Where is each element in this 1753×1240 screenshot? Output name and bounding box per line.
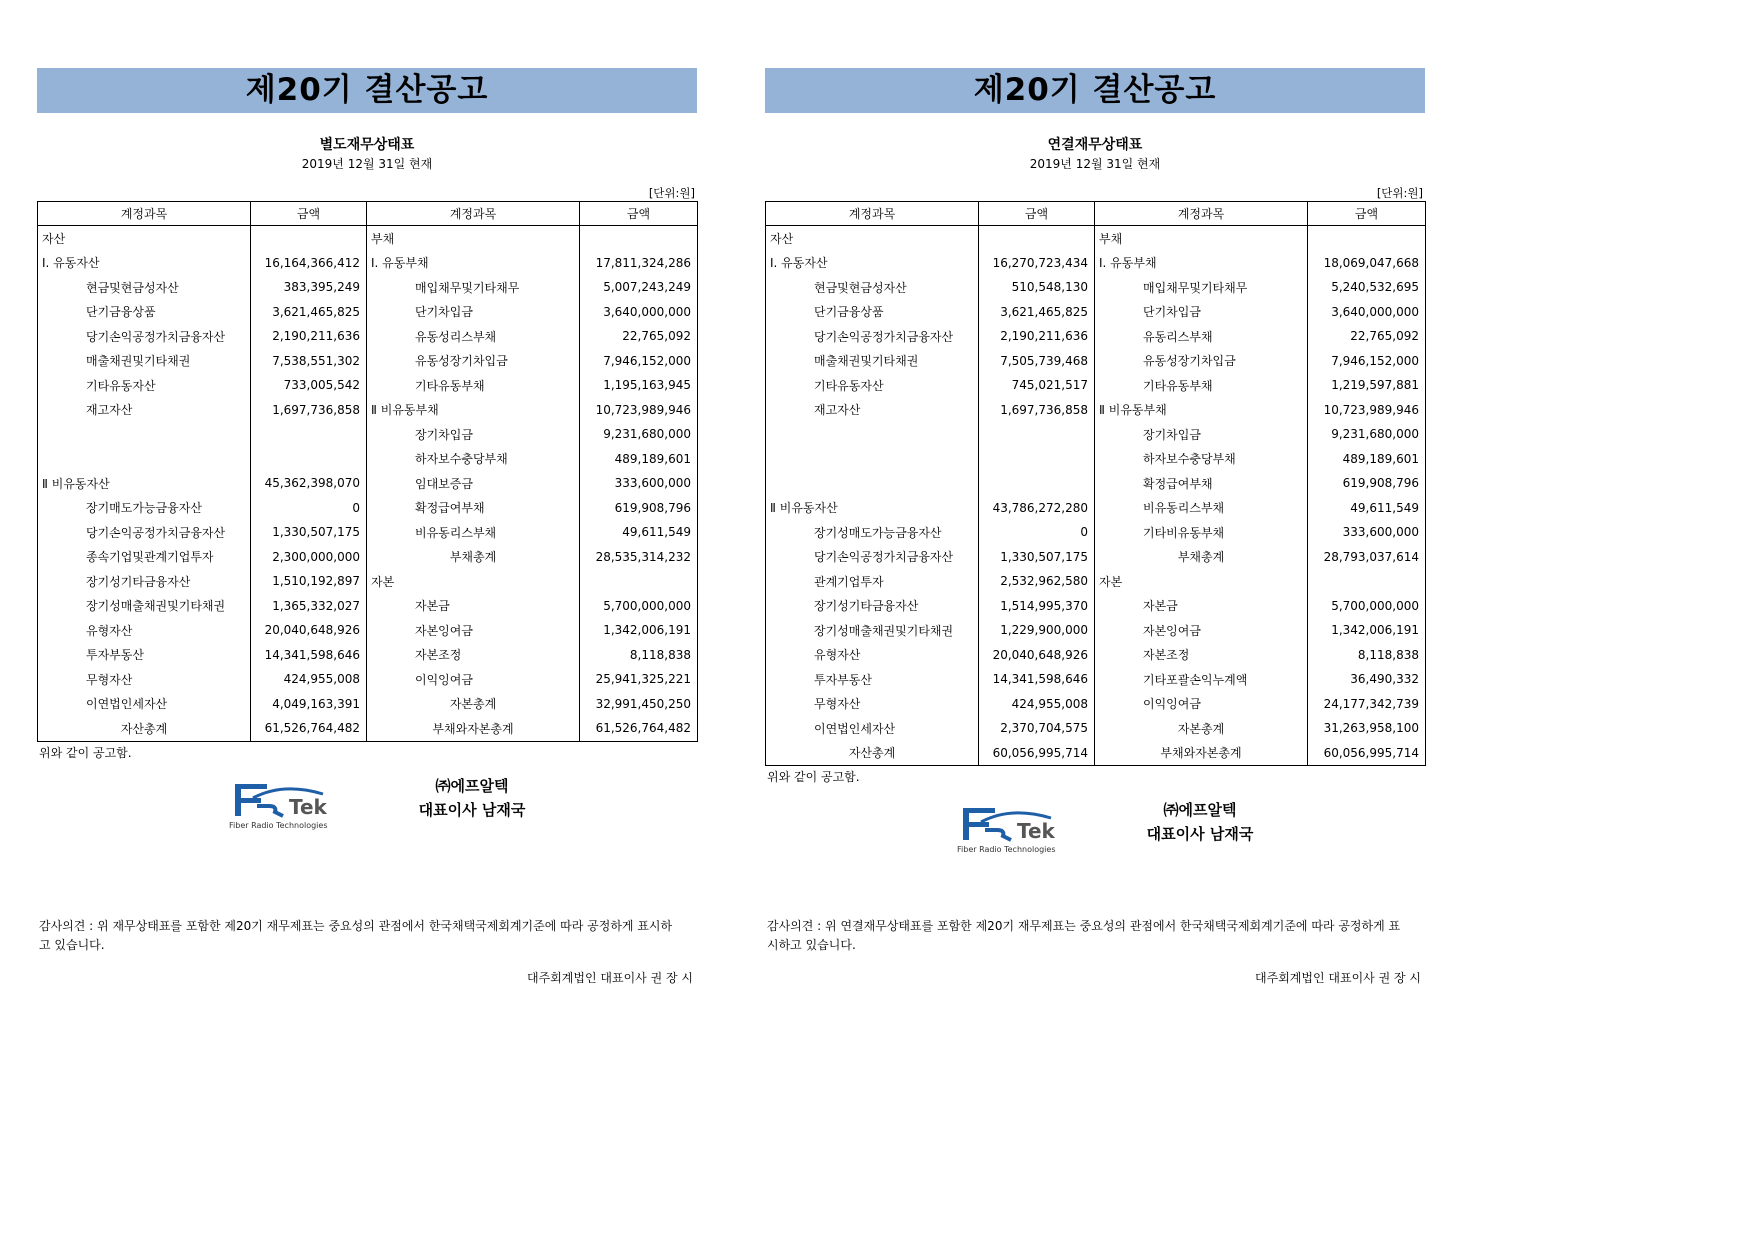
frtek-logo: [227, 776, 352, 832]
table-row: [38, 251, 698, 276]
signature-block: [765, 796, 1425, 876]
amount: 333,600,000: [580, 471, 698, 496]
account-name: 이익잉여금: [1095, 692, 1308, 717]
balance-sheet-table: [37, 201, 698, 742]
table-row: [766, 349, 1426, 374]
account-name: 기타포괄손익누계액: [1095, 667, 1308, 692]
amount: 28,793,037,614: [1308, 545, 1426, 570]
table-row: [38, 618, 698, 643]
amount: 4,049,163,391: [251, 692, 367, 717]
account-name: 부채와자본총계: [367, 716, 580, 741]
header-account-assets: 계정과목: [38, 202, 251, 226]
amount: 32,991,450,250: [580, 692, 698, 717]
account-name: 자본금: [1095, 594, 1308, 619]
table-row: [38, 422, 698, 447]
account-name: 재고자산: [38, 398, 251, 423]
table-row: [766, 471, 1426, 496]
account-name: Ⅰ. 유동자산: [38, 251, 251, 276]
frtek-logo: [955, 800, 1080, 856]
header-amount-assets: 금액: [979, 202, 1095, 226]
amount: 2,532,962,580: [979, 569, 1095, 594]
audit-opinion-left: [37, 917, 697, 988]
table-row: [38, 496, 698, 521]
audit-opinion-right: [765, 917, 1425, 988]
table-row: [38, 716, 698, 741]
amount: 10,723,989,946: [1308, 398, 1426, 423]
header-account-liabilities: 계정과목: [367, 202, 580, 226]
table-row: [766, 643, 1426, 668]
account-name: 부채총계: [1095, 545, 1308, 570]
account-name: 임대보증금: [367, 471, 580, 496]
account-name: 단기금융상품: [38, 300, 251, 325]
table-row: [766, 569, 1426, 594]
amount: 424,955,008: [251, 667, 367, 692]
table-row: [38, 471, 698, 496]
header-account-liabilities: 계정과목: [1095, 202, 1308, 226]
amount: 49,611,549: [1308, 496, 1426, 521]
account-name: Ⅱ 비유동부채: [1095, 398, 1308, 423]
company-name: ㈜에프알텍: [1163, 801, 1237, 819]
account-name: [38, 447, 251, 472]
table-row: [38, 667, 698, 692]
account-name: 장기성매도가능금융자산: [766, 520, 979, 545]
account-name: 유형자산: [38, 618, 251, 643]
table-row: [38, 692, 698, 717]
table-row: [38, 349, 698, 374]
amount: 22,765,092: [580, 324, 698, 349]
account-name: 무형자산: [38, 667, 251, 692]
amount: 16,164,366,412: [251, 251, 367, 276]
amount: 5,700,000,000: [1308, 594, 1426, 619]
account-name: 부채와자본총계: [1095, 741, 1308, 766]
header-amount-assets: 금액: [251, 202, 367, 226]
account-name: 재고자산: [766, 398, 979, 423]
table-row: [38, 226, 698, 251]
account-name: 기타유동부채: [367, 373, 580, 398]
table-row: [766, 716, 1426, 741]
amount: 1,330,507,175: [251, 520, 367, 545]
amount: 7,538,551,302: [251, 349, 367, 374]
amount: 8,118,838: [1308, 643, 1426, 668]
account-name: 투자부동산: [766, 667, 979, 692]
account-name: 장기성기타금융자산: [38, 569, 251, 594]
amount: 745,021,517: [979, 373, 1095, 398]
table-row: [766, 398, 1426, 423]
amount: 733,005,542: [251, 373, 367, 398]
amount: 60,056,995,714: [979, 741, 1095, 766]
amount: 61,526,764,482: [251, 716, 367, 741]
table-row: [766, 496, 1426, 521]
separate-statement-panel: [37, 68, 697, 852]
account-name: 유동성리스부채: [367, 324, 580, 349]
account-name: 자본조정: [1095, 643, 1308, 668]
account-name: 매출채권및기타채권: [766, 349, 979, 374]
account-name: 기타유동부채: [1095, 373, 1308, 398]
table-row: [766, 618, 1426, 643]
account-name: 이연법인세자산: [38, 692, 251, 717]
account-name: 부채총계: [367, 545, 580, 570]
header-account-assets: 계정과목: [766, 202, 979, 226]
amount: [251, 422, 367, 447]
account-name: 자본금: [367, 594, 580, 619]
table-row: [766, 520, 1426, 545]
amount: [251, 447, 367, 472]
account-name: [766, 422, 979, 447]
account-name: 투자부동산: [38, 643, 251, 668]
amount: 20,040,648,926: [979, 643, 1095, 668]
table-row: [766, 545, 1426, 570]
amount: 3,640,000,000: [1308, 300, 1426, 325]
amount: 2,190,211,636: [979, 324, 1095, 349]
table-row: [766, 447, 1426, 472]
table-row: [766, 275, 1426, 300]
account-name: 현금및현금성자산: [766, 275, 979, 300]
account-name: 자본잉여금: [367, 618, 580, 643]
table-header-row: [38, 202, 698, 226]
account-name: 부채: [367, 226, 580, 251]
amount: 424,955,008: [979, 692, 1095, 717]
account-name: 현금및현금성자산: [38, 275, 251, 300]
account-name: 비유동리스부채: [367, 520, 580, 545]
account-name: 매출채권및기타채권: [38, 349, 251, 374]
account-name: 무형자산: [766, 692, 979, 717]
account-name: [766, 471, 979, 496]
unit-label: [단위:원]: [1376, 186, 1423, 200]
table-row: [38, 569, 698, 594]
account-name: 비유동리스부채: [1095, 496, 1308, 521]
amount: 3,640,000,000: [580, 300, 698, 325]
account-name: 하자보수충당부채: [1095, 447, 1308, 472]
amount: [580, 226, 698, 251]
svg-text:Fiber Radio Technologies: Fiber Radio Technologies: [957, 845, 1056, 854]
account-name: 자본: [367, 569, 580, 594]
table-row: [766, 226, 1426, 251]
audit-opinion-text: 감사의견 : 위 재무상태표를 포함한 제20기 재무제표는 중요성의 관점에서 한국채택국제회계기준에 따라 공정하게 표시하고 있습니다.: [39, 919, 673, 952]
account-name: 자본조정: [367, 643, 580, 668]
account-name: 장기차입금: [367, 422, 580, 447]
amount: 36,490,332: [1308, 667, 1426, 692]
table-row: [38, 373, 698, 398]
amount: 1,195,163,945: [580, 373, 698, 398]
svg-text:Tek: Tek: [1017, 819, 1055, 843]
amount: 24,177,342,739: [1308, 692, 1426, 717]
amount: 17,811,324,286: [580, 251, 698, 276]
amount: 61,526,764,482: [580, 716, 698, 741]
amount: [1308, 569, 1426, 594]
amount: 14,341,598,646: [979, 667, 1095, 692]
announcement-note: 위와 같이 공고함.: [767, 770, 860, 784]
ceo-name: 대표이사 남재국: [418, 800, 526, 819]
svg-text:Tek: Tek: [289, 794, 327, 819]
amount: 1,330,507,175: [979, 545, 1095, 570]
account-name: 부채: [1095, 226, 1308, 251]
table-row: [38, 594, 698, 619]
account-name: 매입채무및기타채무: [367, 275, 580, 300]
amount: 5,007,243,249: [580, 275, 698, 300]
amount: 22,765,092: [1308, 324, 1426, 349]
statement-date: 2019년 12월 31일 현재: [1029, 157, 1161, 171]
amount: 49,611,549: [580, 520, 698, 545]
table-body: [38, 226, 698, 742]
amount: 510,548,130: [979, 275, 1095, 300]
account-name: Ⅱ 비유동자산: [38, 471, 251, 496]
amount: 1,342,006,191: [1308, 618, 1426, 643]
amount: 0: [251, 496, 367, 521]
amount: 45,362,398,070: [251, 471, 367, 496]
amount: [979, 447, 1095, 472]
account-name: 장기차입금: [1095, 422, 1308, 447]
amount: 43,786,272,280: [979, 496, 1095, 521]
amount: 5,240,532,695: [1308, 275, 1426, 300]
account-name: 유동성장기차입금: [367, 349, 580, 374]
ceo-name: 대표이사 남재국: [1146, 825, 1254, 843]
amount: 7,946,152,000: [1308, 349, 1426, 374]
account-name: 관계기업투자: [766, 569, 979, 594]
account-name: 자산: [38, 226, 251, 251]
svg-text:Fiber Radio Technologies: Fiber Radio Technologies: [229, 820, 328, 830]
account-name: 기타유동자산: [766, 373, 979, 398]
header-amount-liabilities: 금액: [580, 202, 698, 226]
announcement-banner: 제20기 결산공고: [765, 68, 1425, 113]
table-body: [766, 226, 1426, 766]
account-name: 당기손익공정가치금융자산: [38, 520, 251, 545]
table-row: [766, 594, 1426, 619]
auditor-name: 대주회계법인 대표이사 권 장 시: [1255, 971, 1421, 985]
amount: 10,723,989,946: [580, 398, 698, 423]
amount: [979, 471, 1095, 496]
statement-title: 연결재무상태표: [1047, 137, 1143, 153]
signature-block: [37, 772, 697, 852]
account-name: 유형자산: [766, 643, 979, 668]
company-name: ㈜에프알텍: [435, 776, 509, 795]
account-name: 자본잉여금: [1095, 618, 1308, 643]
account-name: 종속기업및관계기업투자: [38, 545, 251, 570]
account-name: Ⅰ. 유동자산: [766, 251, 979, 276]
amount: 619,908,796: [1308, 471, 1426, 496]
account-name: 장기매도가능금융자산: [38, 496, 251, 521]
amount: [979, 226, 1095, 251]
statement-title: 별도재무상태표: [319, 137, 415, 153]
header-amount-liabilities: 금액: [1308, 202, 1426, 226]
auditor-name: 대주회계법인 대표이사 권 장 시: [527, 971, 693, 985]
account-name: 매입채무및기타채무: [1095, 275, 1308, 300]
account-name: 이연법인세자산: [766, 716, 979, 741]
account-name: 당기손익공정가치금융자산: [38, 324, 251, 349]
amount: 25,941,325,221: [580, 667, 698, 692]
amount: 1,514,995,370: [979, 594, 1095, 619]
amount: 16,270,723,434: [979, 251, 1095, 276]
account-name: Ⅱ 비유동자산: [766, 496, 979, 521]
account-name: 자본: [1095, 569, 1308, 594]
table-row: [38, 398, 698, 423]
account-name: 단기금융상품: [766, 300, 979, 325]
amount: [251, 226, 367, 251]
account-name: 확정급여부채: [367, 496, 580, 521]
amount: 14,341,598,646: [251, 643, 367, 668]
account-name: 확정급여부채: [1095, 471, 1308, 496]
amount: 0: [979, 520, 1095, 545]
amount: 383,395,249: [251, 275, 367, 300]
amount: 1,219,597,881: [1308, 373, 1426, 398]
company-block: [1125, 798, 1275, 846]
account-name: 자산총계: [38, 716, 251, 741]
table-row: [38, 324, 698, 349]
amount: 2,190,211,636: [251, 324, 367, 349]
table-row: [38, 300, 698, 325]
amount: 619,908,796: [580, 496, 698, 521]
account-name: [38, 422, 251, 447]
table-row: [766, 300, 1426, 325]
amount: 5,700,000,000: [580, 594, 698, 619]
audit-opinion-text: 감사의견 : 위 연결재무상태표를 포함한 제20기 재무제표는 중요성의 관점에서 한국채택국제회계기준에 따라 공정하게 표시하고 있습니다.: [767, 919, 1401, 952]
account-name: Ⅱ 비유동부채: [367, 398, 580, 423]
account-name: 단기차입금: [1095, 300, 1308, 325]
announcement-banner: 제20기 결산공고: [37, 68, 697, 113]
statement-date: 2019년 12월 31일 현재: [301, 157, 433, 171]
account-name: 기타비유동부채: [1095, 520, 1308, 545]
announcement-note: 위와 같이 공고함.: [39, 745, 132, 760]
account-name: 이익잉여금: [367, 667, 580, 692]
table-header-row: [766, 202, 1426, 226]
table-row: [766, 251, 1426, 276]
account-name: 자산: [766, 226, 979, 251]
table-row: [38, 545, 698, 570]
account-name: Ⅰ. 유동부채: [1095, 251, 1308, 276]
amount: 7,946,152,000: [580, 349, 698, 374]
amount: [979, 422, 1095, 447]
amount: [580, 569, 698, 594]
amount: 7,505,739,468: [979, 349, 1095, 374]
amount: 9,231,680,000: [580, 422, 698, 447]
amount: [1308, 226, 1426, 251]
amount: 2,300,000,000: [251, 545, 367, 570]
account-name: Ⅰ. 유동부채: [367, 251, 580, 276]
table-row: [766, 324, 1426, 349]
table-row: [38, 447, 698, 472]
account-name: 기타유동자산: [38, 373, 251, 398]
amount: 18,069,047,668: [1308, 251, 1426, 276]
amount: 489,189,601: [580, 447, 698, 472]
table-row: [38, 520, 698, 545]
amount: 9,231,680,000: [1308, 422, 1426, 447]
amount: 2,370,704,575: [979, 716, 1095, 741]
table-row: [38, 643, 698, 668]
account-name: 장기성매출채권및기타채권: [766, 618, 979, 643]
amount: 28,535,314,232: [580, 545, 698, 570]
amount: 31,263,958,100: [1308, 716, 1426, 741]
account-name: 장기성매출채권및기타채권: [38, 594, 251, 619]
account-name: 하자보수충당부채: [367, 447, 580, 472]
amount: 1,229,900,000: [979, 618, 1095, 643]
amount: 8,118,838: [580, 643, 698, 668]
amount: 1,365,332,027: [251, 594, 367, 619]
company-block: [397, 774, 547, 822]
table-row: [766, 373, 1426, 398]
account-name: 유동성장기차입금: [1095, 349, 1308, 374]
account-name: 당기손익공정가치금융자산: [766, 545, 979, 570]
amount: 1,510,192,897: [251, 569, 367, 594]
table-row: [38, 275, 698, 300]
account-name: 장기성기타금융자산: [766, 594, 979, 619]
amount: 20,040,648,926: [251, 618, 367, 643]
amount: 3,621,465,825: [979, 300, 1095, 325]
account-name: 유동리스부채: [1095, 324, 1308, 349]
balance-sheet-table: [765, 201, 1426, 766]
amount: 333,600,000: [1308, 520, 1426, 545]
account-name: 자산총계: [766, 741, 979, 766]
amount: 489,189,601: [1308, 447, 1426, 472]
amount: 3,621,465,825: [251, 300, 367, 325]
table-row: [766, 667, 1426, 692]
amount: 60,056,995,714: [1308, 741, 1426, 766]
account-name: 당기손익공정가치금융자산: [766, 324, 979, 349]
amount: 1,697,736,858: [979, 398, 1095, 423]
unit-label: [단위:원]: [648, 186, 695, 200]
account-name: [766, 447, 979, 472]
amount: 1,697,736,858: [251, 398, 367, 423]
consolidated-statement-panel: [765, 68, 1425, 876]
table-row: [766, 692, 1426, 717]
account-name: 자본총계: [1095, 716, 1308, 741]
table-row: [766, 741, 1426, 766]
table-row: [766, 422, 1426, 447]
amount: 1,342,006,191: [580, 618, 698, 643]
account-name: 단기차입금: [367, 300, 580, 325]
account-name: 자본총계: [367, 692, 580, 717]
